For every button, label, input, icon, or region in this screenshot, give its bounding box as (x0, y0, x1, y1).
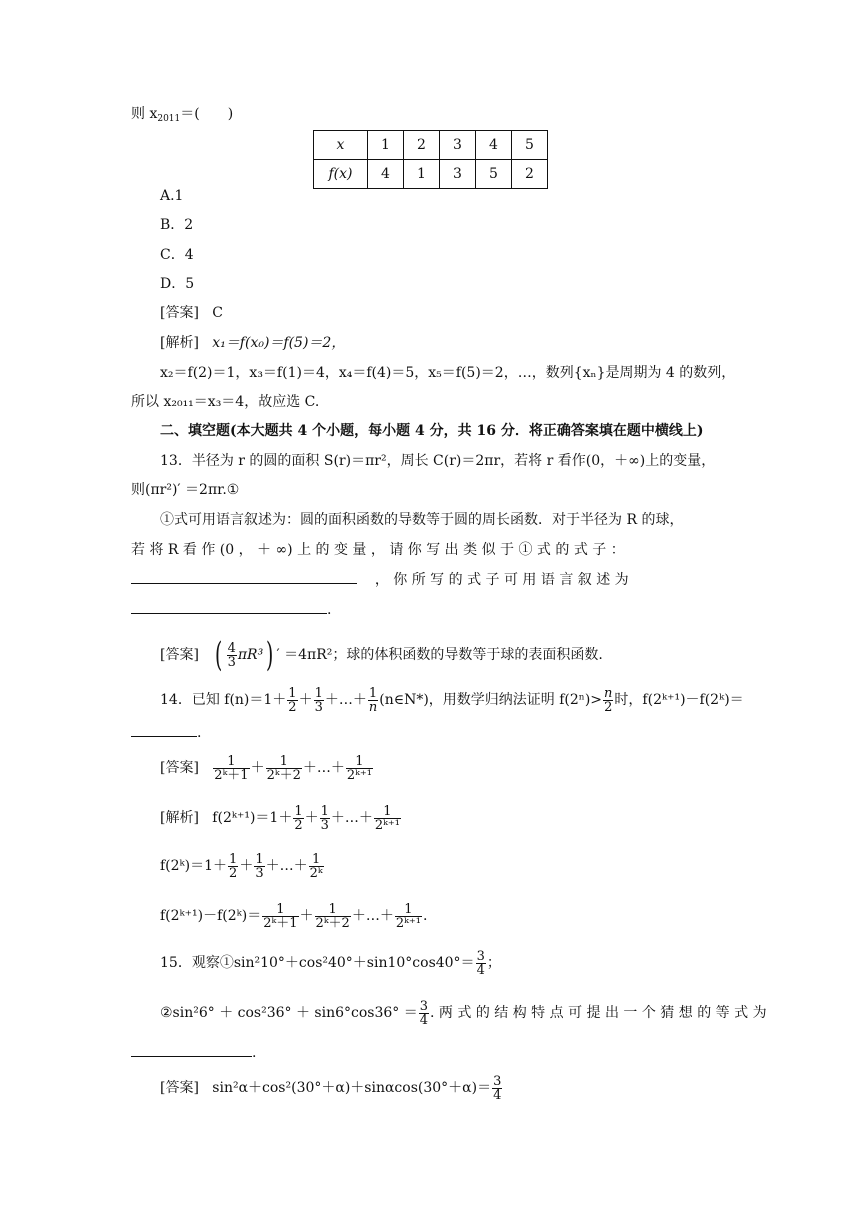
option-d: D．5 (160, 276, 195, 292)
table-cell: f(x) (314, 160, 368, 189)
option-c: C．4 (160, 247, 194, 263)
q13-line6: . (131, 599, 331, 620)
q12-analysis: [解析] x₁＝f(x₀)＝f(5)＝2， (160, 335, 346, 351)
answer-blank[interactable] (131, 722, 197, 737)
table-cell: 1 (368, 131, 404, 160)
q13-line3: ①式可用语言叙述为：圆的面积函数的导数等于圆的周长函数．对于半径为 R 的球， (160, 512, 684, 528)
q13-line4: 若 将 R 看 作 (0 ， ＋ ∞) 上 的 变 量 ， 请 你 写 出 类 似 于 ① 式 的 式 子 ： (131, 542, 625, 558)
q13-line5: ， 你 所 写 的 式 子 可 用 语 言 叙 述 为 (131, 569, 629, 590)
q14-blank-line: . (131, 722, 201, 743)
table-cell: 3 (440, 131, 476, 160)
q12-answer: [答案] C (160, 305, 224, 321)
q12-stem: 则 $x_{2011}=$( ) (131, 106, 234, 124)
q13-answer: [答案] ( $\frac{4}{3}$ πR³) ′ ＝4πR²；球的体积函数的导数等于球的表面积函数. (160, 635, 603, 675)
option-a: A.1 (160, 188, 184, 204)
q15-line1: 15．观察①sin²10°＋cos²40°＋sin10°cos40°＝ $\frac{3}{4}$ ； (160, 948, 501, 978)
table-cell: 2 (404, 131, 440, 160)
table-cell: 4 (476, 131, 512, 160)
table-cell: 5 (476, 160, 512, 189)
q14-analysis-a: [解析] f(2ᵏ⁺¹)＝1＋ $\frac{1}{2}$ ＋ $\frac{1}{3}$ ＋…＋ $\frac{1}{\text{2ᵏ⁺¹}}$ (160, 803, 400, 833)
table-row (314, 131, 548, 160)
table-cell: x (314, 131, 368, 160)
table-cell: 4 (368, 160, 404, 189)
answer-blank[interactable] (131, 1042, 252, 1057)
q14-analysis-c: f(2ᵏ⁺¹)－f(2ᵏ)＝ $\frac{1}{\text{2ᵏ＋1}}$ ＋ $\frac{1}{\text{2ᵏ＋2}}$ ＋…＋ $\frac{1}{\text{2ᵏ⁺¹}}$ . (160, 901, 428, 931)
q14-answer: [答案] $\frac{1}{\text{2ᵏ＋1}}$ ＋ $\frac{1}{\text{2ᵏ＋2}}$ ＋…＋ $\frac{1}{\text{2ᵏ⁺¹}}$ (160, 753, 372, 783)
q12-analysis-line3: 所以 x₂₀₁₁＝x₃＝4，故应选 C. (131, 394, 320, 410)
table-cell: 1 (404, 160, 440, 189)
q13-line2: 则(πr²)′ ＝2πr.① (131, 482, 240, 498)
q15-answer: [答案] sin²α＋cos²(30°＋α)＋sinαcos(30°＋α)＝ $\frac{3}{4}$ (160, 1073, 502, 1103)
q14-analysis-b: f(2ᵏ)＝1＋ $\frac{1}{2}$ ＋ $\frac{1}{3}$ ＋…＋ $\frac{1}{\text{2ᵏ}}$ (160, 851, 323, 881)
table-cell: 2 (512, 160, 548, 189)
table-cell: 3 (440, 160, 476, 189)
answer-blank[interactable] (131, 599, 327, 614)
q13-line1: 13．半径为 r 的圆的面积 S(r)＝πr²，周长 C(r)＝2πr，若将 r 看作(0，＋∞)上的变量， (160, 453, 716, 469)
answer-blank[interactable] (131, 569, 357, 584)
option-b: B．2 (160, 217, 194, 233)
value-table (313, 130, 548, 189)
q15-line2: ②sin²6° ＋ cos²36° ＋ sin6°cos36° ＝ $\frac{3}{4}$ . 两 式 的 结 构 特 点 可 提 出 一 个 猜 想 的 等 式 为 (160, 998, 767, 1028)
section-heading: 二、填空题(本大题共 4 个小题，每小题 4 分，共 16 分．将正确答案填在题中横线上) (160, 423, 704, 439)
q15-line3: . (131, 1042, 256, 1063)
q12-analysis-line2: x₂＝f(2)＝1，x₃＝f(1)＝4，x₄＝f(4)＝5，x₅＝f(5)＝2，…，数列{xₙ}是周期为 4 的数列， (160, 365, 736, 381)
q14-stem: 14．已知 f(n)＝1＋ $\frac{1}{2}$ ＋ $\frac{1}{3}$ ＋…＋ $\frac{1}{n}$ (n∈N*)，用数学归纳法证明 f(2ⁿ)> $\frac{n}{2}$ 时，f(2ᵏ⁺¹)－f(2ᵏ)＝ (160, 685, 744, 715)
table-row (314, 160, 548, 189)
table-cell: 5 (512, 131, 548, 160)
